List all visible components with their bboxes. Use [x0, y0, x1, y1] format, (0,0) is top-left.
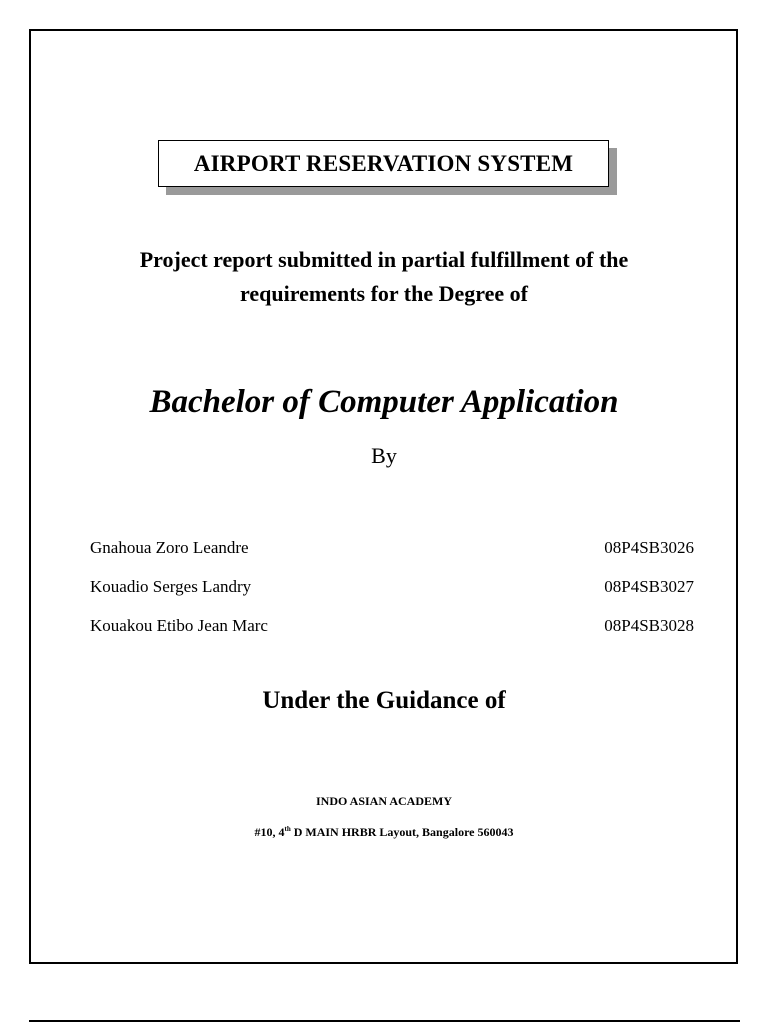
- subtitle-line-1: Project report submitted in partial fulfillment of the: [139, 247, 629, 272]
- degree-name: Bachelor of Computer Application: [149, 384, 619, 420]
- address-superscript: th: [284, 825, 291, 833]
- student-name: Kouakou Etibo Jean Marc: [90, 616, 268, 635]
- student-row: [90, 535, 694, 561]
- student-name: Gnahoua Zoro Leandre: [90, 538, 249, 557]
- institution-address: [184, 822, 584, 842]
- student-id: 08P4SB3028: [604, 616, 694, 635]
- institution-name: INDO ASIAN ACADEMY: [315, 794, 452, 808]
- address-prefix: #10, 4: [254, 825, 285, 839]
- guidance-heading: Under the Guidance of: [262, 687, 506, 714]
- subtitle: [60, 243, 708, 311]
- student-row: [90, 613, 694, 639]
- student-name: Kouadio Serges Landry: [90, 577, 252, 596]
- student-row: [90, 574, 694, 600]
- by-label: By: [371, 443, 397, 468]
- title-box: [158, 140, 609, 187]
- subtitle-line-2: requirements for the Degree of: [240, 281, 528, 306]
- address-rest: D MAIN HRBR Layout, Bangalore 560043: [290, 825, 514, 839]
- footer-rule: [29, 1020, 740, 1022]
- document-title: AIRPORT RESERVATION SYSTEM: [158, 140, 609, 187]
- student-id: 08P4SB3026: [604, 538, 694, 557]
- student-id: 08P4SB3027: [604, 577, 694, 596]
